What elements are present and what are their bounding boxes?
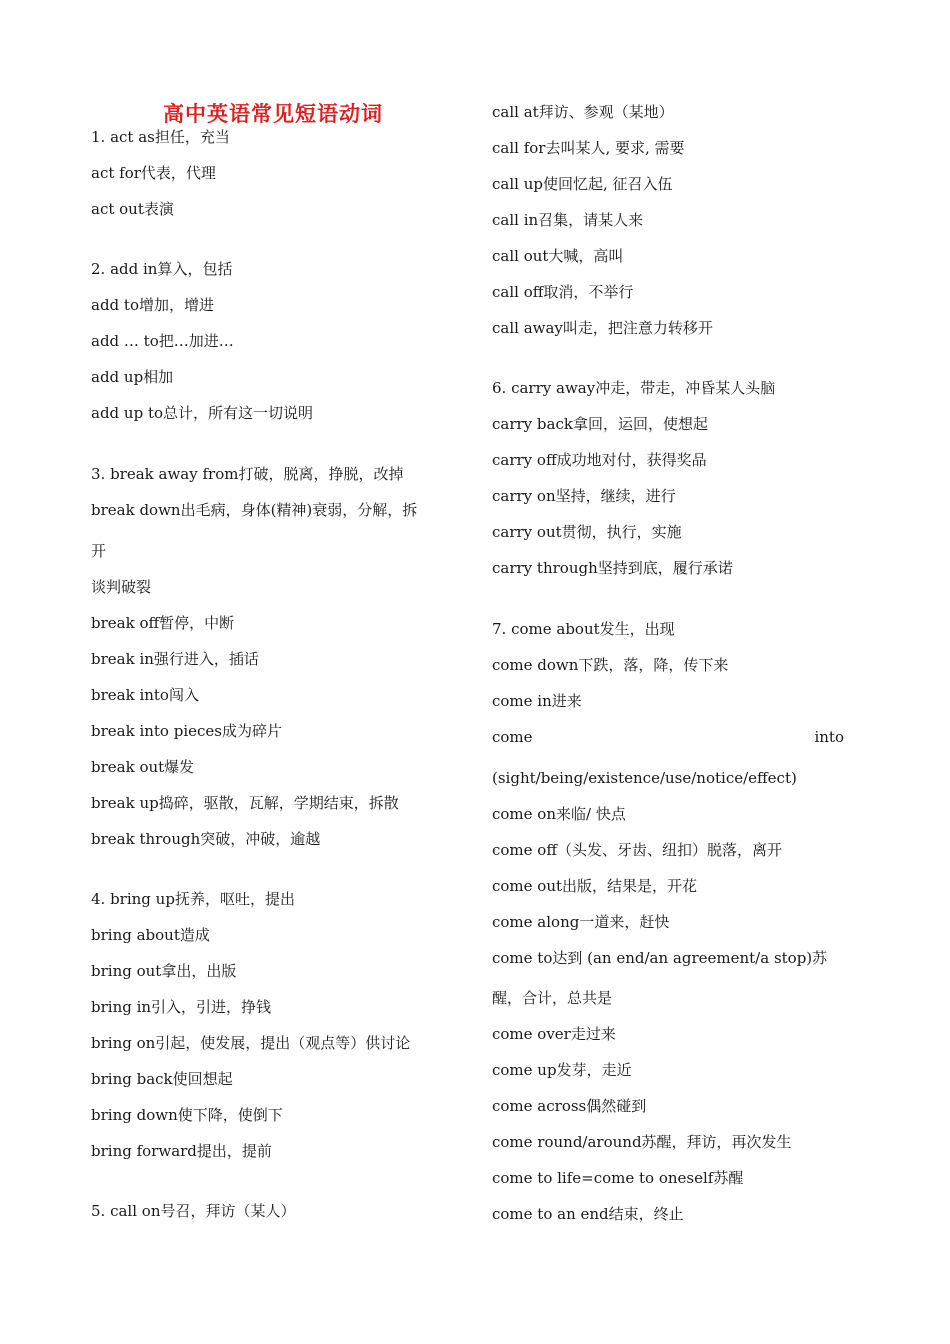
phrase-line: come out出版，结果是，开花	[492, 877, 698, 895]
phrase-line: bring back使回想起	[91, 1070, 233, 1088]
phrase-line: break down出毛病，身体(精神)衰弱，分解，拆	[91, 501, 418, 519]
phrase-line: 3. break away from打破，脱离，挣脱，改掉	[91, 465, 404, 483]
phrase-line: add … to把…加进…	[91, 332, 234, 350]
phrase-line: 6. carry away冲走，带走，冲昏某人头脑	[492, 379, 776, 397]
phrase-line: carry out贯彻，执行，实施	[492, 523, 682, 541]
phrase-line: 4. bring up抚养，呕吐，提出	[91, 890, 295, 908]
phrase-line: bring out拿出，出版	[91, 962, 237, 980]
phrase-line: break off暂停，中断	[91, 614, 235, 632]
phrase-line: come down下跌，落，降，传下来	[492, 656, 729, 674]
phrase-line: carry back拿回，运回，使想起	[492, 415, 708, 433]
phrase-word: into	[814, 728, 844, 746]
phrase-line: bring down使下降，使倒下	[91, 1106, 283, 1124]
phrase-line: come along一道来，赶快	[492, 913, 670, 931]
phrase-line: call up使回忆起, 征召入伍	[492, 175, 673, 193]
phrase-line: 2. add in算入，包括	[91, 260, 233, 278]
phrase-line: add up to总计，所有这一切说明	[91, 404, 314, 422]
phrase-line: 1. act as担任，充当	[91, 128, 230, 146]
phrase-line: add to增加，增进	[91, 296, 214, 314]
phrase-line: add up相加	[91, 368, 174, 386]
phrase-line: come off（头发、牙齿、纽扣）脱落，离开	[492, 841, 782, 859]
phrase-line: act out表演	[91, 200, 174, 218]
phrase-line: bring in引入，引进，挣钱	[91, 998, 272, 1016]
phrase-line: call off取消，不举行	[492, 283, 634, 301]
phrase-line: come to life=come to oneself苏醒	[492, 1169, 744, 1187]
phrase-line: call at拜访、参观（某地）	[492, 103, 674, 121]
phrase-line: carry off成功地对付，获得奖品	[492, 451, 707, 469]
phrase-line: break into闯入	[91, 686, 199, 704]
phrase-line: call out大喊，高叫	[492, 247, 624, 265]
phrase-line-come-into	[492, 727, 844, 747]
phrase-line: come on来临/ 快点	[492, 805, 626, 823]
phrase-line: (sight/being/existence/use/notice/effect)	[492, 769, 797, 787]
phrase-line: come to达到 (an end/an agreement/a stop)苏	[492, 949, 828, 967]
phrase-line: come round/around苏醒，拜访，再次发生	[492, 1133, 792, 1151]
phrase-line: carry through坚持到底，履行承诺	[492, 559, 733, 577]
phrase-line: call for去叫某人, 要求, 需要	[492, 139, 685, 157]
phrase-line: come up发芽，走近	[492, 1061, 632, 1079]
phrase-line: bring about造成	[91, 926, 210, 944]
phrase-line: bring forward提出，提前	[91, 1142, 272, 1160]
phrase-line: act for代表，代理	[91, 164, 216, 182]
phrase-line: 醒，合计，总共是	[492, 989, 613, 1007]
phrase-line: 5. call on号召，拜访（某人）	[91, 1202, 296, 1220]
phrase-line: break up捣碎，驱散，瓦解，学期结束，拆散	[91, 794, 399, 812]
phrase-line: come over走过来	[492, 1025, 616, 1043]
phrase-line: come in进来	[492, 692, 582, 710]
phrase-line: break through突破，冲破，逾越	[91, 830, 321, 848]
phrase-line: carry on坚持，继续，进行	[492, 487, 676, 505]
phrase-line: call away叫走，把注意力转移开	[492, 319, 713, 337]
phrase-line: come across偶然碰到	[492, 1097, 647, 1115]
phrase-line: break into pieces成为碎片	[91, 722, 282, 740]
phrase-word: come	[492, 728, 533, 746]
phrase-line: bring on引起，使发展，提出（观点等）供讨论	[91, 1034, 411, 1052]
phrase-line: call in召集，请某人来	[492, 211, 644, 229]
phrase-line: 开	[91, 542, 107, 560]
page-title: 高中英语常见短语动词	[163, 102, 383, 126]
phrase-line: break out爆发	[91, 758, 195, 776]
phrase-line: break in强行进入，插话	[91, 650, 259, 668]
phrase-line: 谈判破裂	[91, 578, 152, 596]
phrase-line: come to an end结束，终止	[492, 1205, 684, 1223]
phrase-line: 7. come about发生，出现	[492, 620, 675, 638]
